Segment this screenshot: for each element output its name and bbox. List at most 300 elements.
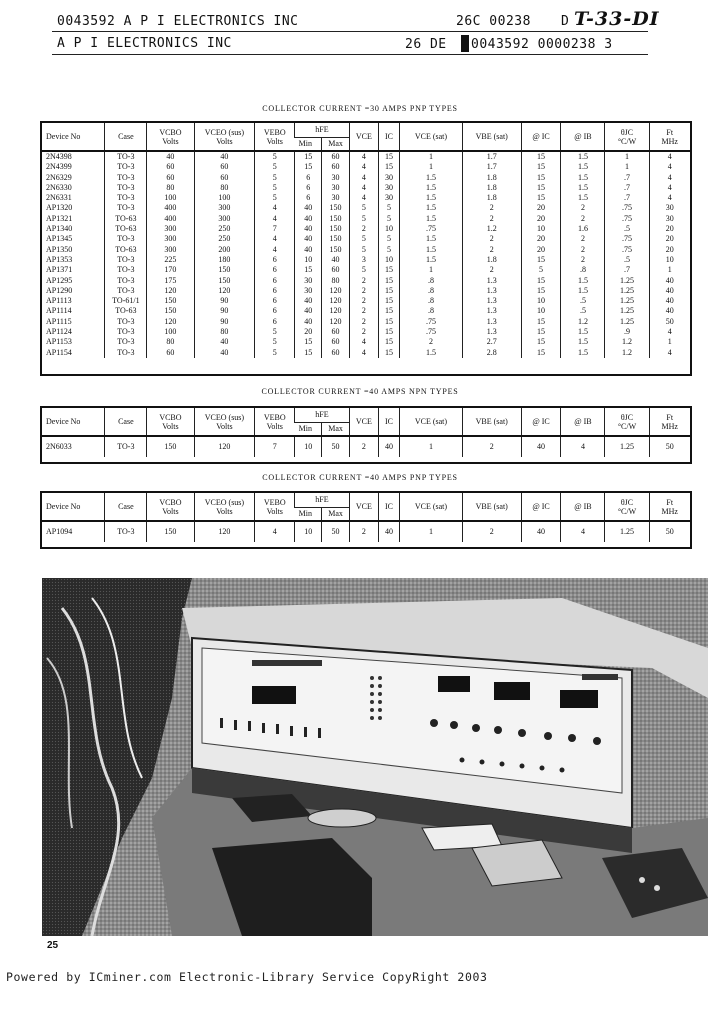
spec-cell: 40	[295, 203, 322, 213]
spec-cell: 1	[649, 265, 690, 275]
col-vbesat: VBE (sat)	[462, 123, 521, 151]
spec-cell: 40	[147, 151, 194, 162]
device-number-cell: AP1290	[46, 285, 73, 295]
spec-cell: 1.5	[561, 183, 605, 193]
spec-cell: 2	[349, 436, 378, 457]
spec-cell: 6	[255, 286, 295, 296]
spec-cell: 6	[295, 193, 322, 203]
col-hfe-min: Min	[295, 507, 322, 521]
spec-cell: 15	[521, 173, 561, 183]
spec-cell: 100	[194, 193, 255, 203]
spec-cell: 2	[462, 265, 521, 275]
col-at-ib: @ IB	[561, 493, 605, 521]
spec-cell: 200	[194, 245, 255, 255]
spec-cell: 60	[322, 337, 349, 347]
device-number-cell: AP1371	[46, 265, 73, 275]
table-row	[42, 255, 690, 265]
spec-cell: 1.2	[462, 224, 521, 234]
spec-cell: 15	[379, 276, 400, 286]
spec-cell: TO-3	[105, 276, 147, 286]
spec-cell: 40	[649, 306, 690, 316]
table-row	[42, 224, 690, 234]
spec-cell: 6	[295, 183, 322, 193]
device-number-cell: AP1094	[46, 527, 73, 536]
spec-cell: 150	[147, 436, 194, 457]
header-rule-bottom	[52, 54, 648, 55]
spec-cell: 60	[147, 162, 194, 172]
col-at-ic: @ IC	[521, 493, 561, 521]
spec-cell: 40	[295, 245, 322, 255]
spec-cell: 1.2	[605, 337, 649, 347]
spec-cell: 30	[322, 183, 349, 193]
col-ft: Ft MHz	[649, 123, 690, 151]
col-at-ic: @ IC	[521, 408, 561, 436]
spec-cell: 1.5	[399, 234, 462, 244]
spec-cell: 4	[349, 337, 378, 347]
header-black-bar	[461, 35, 469, 52]
spec-cell: 15	[521, 276, 561, 286]
col-vceo: VCEO (sus) Volts	[194, 408, 255, 436]
spec-cell: 40	[295, 224, 322, 234]
spec-cell: 1	[399, 265, 462, 275]
spec-cell: 2	[561, 234, 605, 244]
spec-cell: 30	[379, 193, 400, 203]
spec-cell: TO-3	[105, 337, 147, 347]
spec-cell: .5	[561, 296, 605, 306]
spec-cell: 4	[255, 245, 295, 255]
device-number-cell: 2N6033	[46, 442, 72, 451]
spec-cell: TO-3	[105, 193, 147, 203]
spec-cell: 5	[349, 245, 378, 255]
header-line1-left: 0043592 A P I ELECTRONICS INC	[57, 14, 299, 29]
spec-cell: 80	[194, 183, 255, 193]
spec-cell: 4	[649, 327, 690, 337]
col-case: Case	[105, 493, 147, 521]
spec-cell: 5	[255, 173, 295, 183]
spec-cell: 40	[295, 234, 322, 244]
spec-cell: 40	[295, 317, 322, 327]
spec-cell: 15	[521, 348, 561, 358]
spec-cell: 1.5	[399, 348, 462, 358]
spec-cell: 15	[295, 265, 322, 275]
spec-cell: 150	[322, 245, 349, 255]
table-row	[42, 173, 690, 183]
spec-cell: 30	[295, 276, 322, 286]
table1-frame	[40, 121, 692, 376]
col-device: Device No	[42, 493, 105, 521]
spec-cell: 300	[147, 234, 194, 244]
spec-cell: 4	[649, 162, 690, 172]
spec-cell: 100	[147, 193, 194, 203]
spec-cell: 1	[605, 162, 649, 172]
spec-cell: 1.5	[399, 193, 462, 203]
device-number-cell: 2N6329	[46, 172, 72, 182]
spec-cell: 15	[521, 193, 561, 203]
device-number-cell: AP1340	[46, 224, 73, 234]
col-at-ib: @ IB	[561, 123, 605, 151]
spec-cell: 15	[521, 337, 561, 347]
spec-cell: 1.8	[462, 183, 521, 193]
spec-cell: 80	[322, 276, 349, 286]
spec-cell: 1.25	[605, 436, 649, 457]
device-number-cell: AP1153	[46, 337, 72, 347]
spec-cell: 15	[379, 348, 400, 358]
spec-cell: 1.25	[605, 296, 649, 306]
spec-cell: 300	[147, 224, 194, 234]
spec-cell: 30	[379, 173, 400, 183]
spec-cell: 4	[349, 183, 378, 193]
col-vcbo: VCBO Volts	[147, 493, 194, 521]
spec-cell: 5	[379, 234, 400, 244]
spec-cell: 150	[147, 296, 194, 306]
header-line2-code: 0043592 0000238 3	[471, 37, 613, 52]
spec-cell: 120	[194, 521, 255, 542]
device-number-cell: AP1124	[46, 327, 72, 337]
spec-cell: 40	[194, 151, 255, 162]
spec-cell: 1	[649, 337, 690, 347]
col-hfe-min: Min	[295, 137, 322, 151]
spec-cell: 150	[194, 276, 255, 286]
spec-cell: 15	[379, 296, 400, 306]
spec-cell: 4	[349, 151, 378, 162]
spec-cell: 7	[255, 436, 295, 457]
col-vcesat: VCE (sat)	[399, 123, 462, 151]
spec-cell: .7	[605, 173, 649, 183]
spec-cell: .5	[605, 224, 649, 234]
spec-cell: 60	[322, 327, 349, 337]
device-number-cell: 2N6330	[46, 182, 72, 192]
col-vcesat: VCE (sat)	[399, 408, 462, 436]
spec-cell: 80	[147, 183, 194, 193]
spec-cell: 20	[521, 234, 561, 244]
spec-cell: TO-3	[105, 436, 147, 457]
spec-cell: TO-3	[105, 173, 147, 183]
spec-cell: 150	[322, 214, 349, 224]
spec-cell: 1.5	[399, 255, 462, 265]
device-number-cell: AP1353	[46, 254, 73, 264]
spec-cell: 40	[295, 214, 322, 224]
spec-cell: 40	[649, 276, 690, 286]
spec-cell: 120	[322, 286, 349, 296]
spec-cell: 15	[379, 162, 400, 172]
table-row	[42, 276, 690, 286]
spec-cell: 10	[295, 521, 322, 542]
spec-cell: 2.8	[462, 348, 521, 358]
spec-cell: 4	[349, 173, 378, 183]
spec-cell: TO-3	[105, 183, 147, 193]
spec-cell: 30	[649, 214, 690, 224]
device-number-cell: AP1320	[46, 203, 73, 213]
spec-cell: 1.3	[462, 286, 521, 296]
spec-cell: .75	[605, 214, 649, 224]
spec-cell: 5	[255, 183, 295, 193]
spec-cell: 15	[379, 337, 400, 347]
spec-cell: 15	[521, 183, 561, 193]
spec-cell: 4	[349, 348, 378, 358]
spec-cell: 2	[561, 203, 605, 213]
col-vceo: VCEO (sus) Volts	[194, 493, 255, 521]
table3-caption: COLLECTOR CURRENT =40 AMPS PNP TYPES	[262, 473, 458, 482]
spec-cell: .8	[399, 296, 462, 306]
spec-cell: 60	[322, 265, 349, 275]
spec-cell: 2	[462, 245, 521, 255]
spec-cell: 15	[295, 162, 322, 172]
spec-cell: 4	[649, 183, 690, 193]
spec-cell: 60	[147, 348, 194, 358]
table2	[42, 408, 690, 457]
col-case: Case	[105, 123, 147, 151]
spec-cell: 1.25	[605, 276, 649, 286]
spec-cell: 1.25	[605, 306, 649, 316]
spec-cell: 2	[561, 255, 605, 265]
spec-cell: 1.5	[561, 327, 605, 337]
col-hfe-max: Max	[322, 422, 349, 436]
spec-cell: TO-63	[105, 214, 147, 224]
spec-cell: 1.5	[561, 348, 605, 358]
device-number-cell: AP1113	[46, 296, 72, 306]
spec-cell: 300	[194, 214, 255, 224]
spec-cell: 10	[521, 224, 561, 234]
col-case: Case	[105, 408, 147, 436]
spec-cell: 2	[349, 327, 378, 337]
col-vcbo: VCBO Volts	[147, 408, 194, 436]
spec-cell: 15	[379, 306, 400, 316]
spec-cell: 1	[399, 436, 462, 457]
spec-cell: 4	[561, 436, 605, 457]
table-row	[42, 193, 690, 203]
spec-cell: 120	[322, 306, 349, 316]
spec-cell: 2	[399, 337, 462, 347]
spec-cell: 1.25	[605, 286, 649, 296]
spec-cell: 1.5	[561, 286, 605, 296]
spec-cell: 90	[194, 306, 255, 316]
spec-cell: 2	[462, 234, 521, 244]
spec-cell: 1.5	[399, 214, 462, 224]
spec-cell: 50	[649, 317, 690, 327]
spec-cell: 4	[349, 162, 378, 172]
spec-cell: 1.5	[561, 151, 605, 162]
spec-cell: 50	[322, 521, 349, 542]
spec-cell: 5	[255, 337, 295, 347]
spec-cell: .75	[605, 245, 649, 255]
spec-cell: 5	[349, 203, 378, 213]
device-number-cell: AP1345	[46, 234, 73, 244]
spec-cell: 30	[379, 183, 400, 193]
spec-cell: 40	[322, 255, 349, 265]
col-vebo: VEBO Volts	[255, 123, 295, 151]
col-vbesat: VBE (sat)	[462, 408, 521, 436]
spec-cell: 6	[295, 173, 322, 183]
device-number-cell: 2N4398	[46, 152, 72, 161]
col-ic: IC	[379, 493, 400, 521]
spec-cell: 40	[194, 337, 255, 347]
spec-cell: 250	[194, 224, 255, 234]
spec-cell: 20	[295, 327, 322, 337]
col-theta-jc: θJC °C/W	[605, 408, 649, 436]
spec-cell: 1.5	[561, 193, 605, 203]
table-row	[42, 151, 690, 162]
table-row	[42, 162, 690, 172]
table-row	[42, 183, 690, 193]
spec-cell: .75	[605, 234, 649, 244]
spec-cell: 2	[462, 203, 521, 213]
spec-cell: TO-63	[105, 224, 147, 234]
device-number-cell: AP1154	[46, 347, 72, 357]
table-row	[42, 317, 690, 327]
spec-cell: 20	[649, 234, 690, 244]
spec-cell: 10	[379, 255, 400, 265]
spec-cell: .7	[605, 183, 649, 193]
spec-cell: 300	[194, 203, 255, 213]
spec-cell: 80	[194, 327, 255, 337]
table-row	[42, 521, 690, 542]
spec-cell: 40	[379, 436, 400, 457]
spec-cell: .8	[399, 276, 462, 286]
spec-cell: 6	[255, 265, 295, 275]
spec-cell: 2	[561, 214, 605, 224]
spec-cell: .9	[605, 327, 649, 337]
spec-cell: 1	[399, 151, 462, 162]
spec-cell: .75	[399, 224, 462, 234]
spec-cell: 30	[295, 286, 322, 296]
col-vcesat: VCE (sat)	[399, 493, 462, 521]
spec-cell: 1.5	[399, 183, 462, 193]
spec-cell: 3	[349, 255, 378, 265]
spec-cell: 5	[379, 214, 400, 224]
spec-cell: .5	[605, 255, 649, 265]
spec-cell: 120	[194, 286, 255, 296]
spec-cell: 5	[255, 193, 295, 203]
spec-cell: TO-3	[105, 521, 147, 542]
device-number-cell: AP1114	[46, 306, 72, 316]
spec-cell: 2	[349, 286, 378, 296]
spec-cell: 5	[349, 214, 378, 224]
spec-cell: 120	[194, 436, 255, 457]
spec-cell: 50	[649, 436, 690, 457]
table1	[42, 123, 690, 358]
device-number-cell: AP1321	[46, 213, 73, 223]
spec-cell: 175	[147, 276, 194, 286]
spec-cell: 20	[521, 203, 561, 213]
spec-cell: TO-63	[105, 245, 147, 255]
spec-cell: 1.5	[561, 337, 605, 347]
table-row	[42, 234, 690, 244]
col-hfe: hFE	[295, 493, 350, 507]
table-row	[42, 436, 690, 457]
handwritten-stamp: T-33-DI	[574, 8, 660, 30]
spec-cell: TO-3	[105, 255, 147, 265]
device-number-cell: AP1350	[46, 244, 73, 254]
col-vce: VCE	[349, 493, 378, 521]
spec-cell: 250	[194, 234, 255, 244]
spec-cell: 4	[649, 348, 690, 358]
spec-cell: 1.5	[399, 245, 462, 255]
spec-cell: 15	[521, 162, 561, 172]
spec-cell: 100	[147, 327, 194, 337]
spec-cell: 5	[255, 162, 295, 172]
spec-cell: TO-3	[105, 348, 147, 358]
spec-cell: .7	[605, 265, 649, 275]
spec-cell: 300	[147, 245, 194, 255]
spec-cell: 20	[521, 245, 561, 255]
col-theta-jc: θJC °C/W	[605, 493, 649, 521]
spec-cell: 2	[462, 214, 521, 224]
spec-cell: 2.7	[462, 337, 521, 347]
header-line1-d: D	[561, 14, 570, 29]
spec-cell: 60	[194, 173, 255, 183]
spec-cell: 10	[379, 224, 400, 234]
spec-cell: 1.5	[399, 173, 462, 183]
spec-cell: .75	[399, 327, 462, 337]
spec-cell: 15	[295, 348, 322, 358]
spec-cell: 2	[349, 296, 378, 306]
header-rule-top	[52, 31, 648, 32]
spec-cell: 2	[462, 521, 521, 542]
spec-cell: 10	[295, 255, 322, 265]
col-at-ib: @ IB	[561, 408, 605, 436]
spec-cell: 1.3	[462, 317, 521, 327]
spec-cell: 6	[255, 255, 295, 265]
spec-cell: TO-3	[105, 327, 147, 337]
table2-frame	[40, 406, 692, 464]
col-ic: IC	[379, 408, 400, 436]
spec-cell: 20	[649, 245, 690, 255]
device-number-cell: AP1295	[46, 275, 73, 285]
table-row	[42, 286, 690, 296]
table-row	[42, 327, 690, 337]
spec-cell: 120	[322, 296, 349, 306]
spec-cell: .75	[605, 203, 649, 213]
col-theta-jc: θJC °C/W	[605, 123, 649, 151]
spec-cell: 80	[147, 337, 194, 347]
spec-cell: 15	[521, 255, 561, 265]
spec-cell: 5	[379, 203, 400, 213]
col-vce: VCE	[349, 123, 378, 151]
spec-cell: 120	[147, 317, 194, 327]
spec-cell: 4	[255, 234, 295, 244]
spec-cell: 60	[322, 151, 349, 162]
header-line2-left: A P I ELECTRONICS INC	[57, 36, 232, 51]
spec-cell: 2	[349, 521, 378, 542]
spec-cell: 180	[194, 255, 255, 265]
spec-cell: 15	[379, 265, 400, 275]
spec-cell: 2	[349, 317, 378, 327]
spec-cell: 6	[255, 306, 295, 316]
spec-cell: 60	[322, 348, 349, 358]
spec-cell: 400	[147, 214, 194, 224]
spec-cell: 1	[399, 521, 462, 542]
spec-cell: .8	[399, 306, 462, 316]
table1-caption: COLLECTOR CURRENT =30 AMPS PNP TYPES	[262, 104, 458, 113]
spec-cell: 15	[521, 151, 561, 162]
spec-cell: 15	[295, 337, 322, 347]
spec-cell: 4	[561, 521, 605, 542]
spec-cell: 5	[349, 265, 378, 275]
table-row	[42, 245, 690, 255]
spec-cell: 4	[349, 193, 378, 203]
col-vcbo: VCBO Volts	[147, 123, 194, 151]
spec-cell: 1	[399, 162, 462, 172]
spec-cell: 40	[379, 521, 400, 542]
table-row	[42, 265, 690, 275]
spec-cell: TO-3	[105, 317, 147, 327]
col-hfe-min: Min	[295, 422, 322, 436]
spec-cell: 40	[194, 348, 255, 358]
spec-cell: TO-3	[105, 162, 147, 172]
col-ic: IC	[379, 123, 400, 151]
spec-cell: 1	[605, 151, 649, 162]
spec-cell: 30	[649, 203, 690, 213]
